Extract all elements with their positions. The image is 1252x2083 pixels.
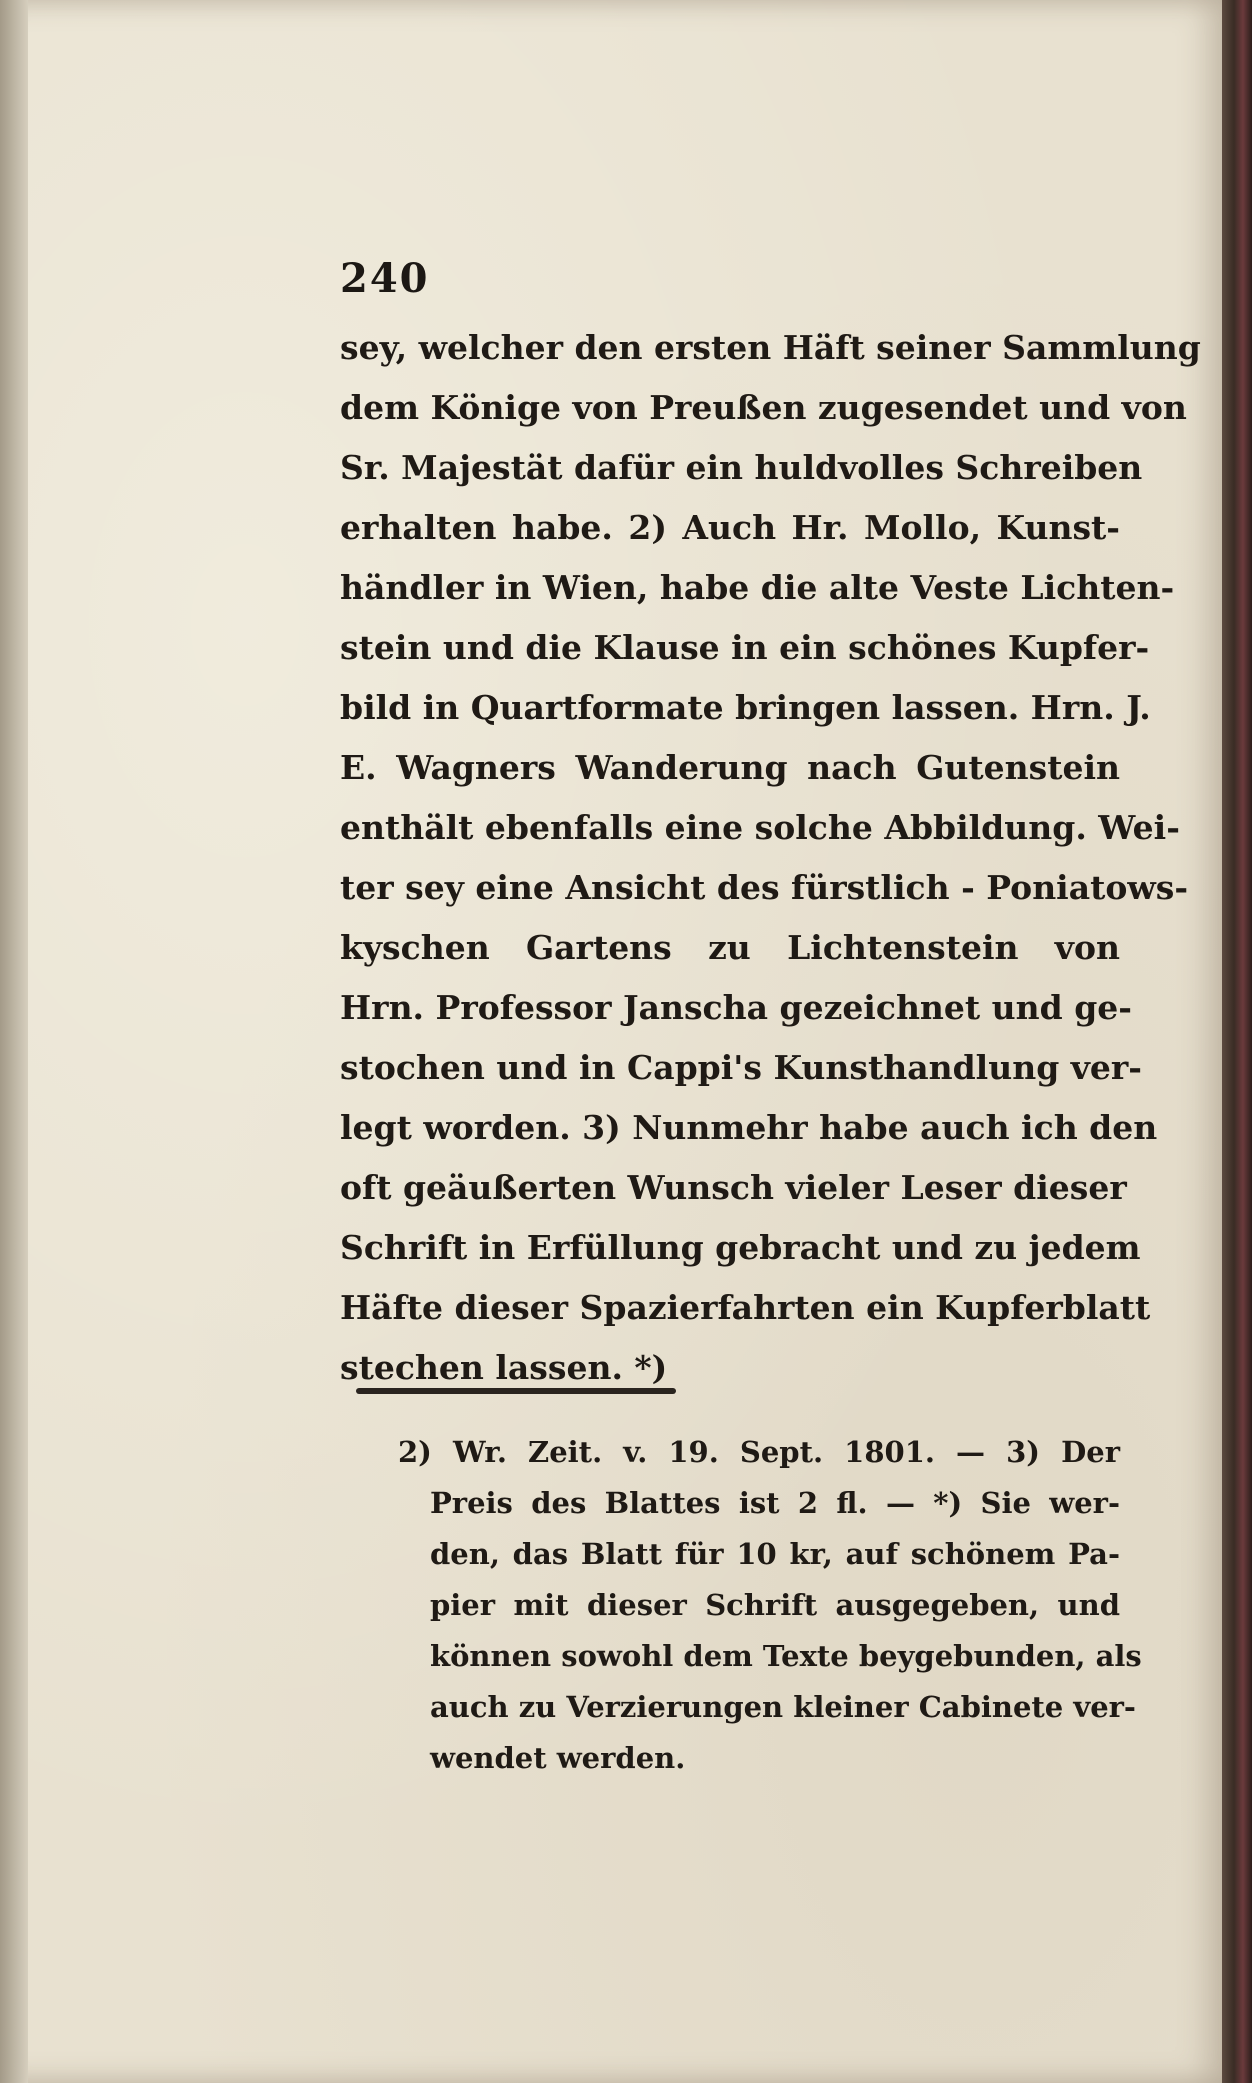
footnote-line: 2) Wr. Zeit. v. 19. Sept. 1801. — 3) Der bbox=[398, 1435, 1120, 1469]
text-line: E. Wagners Wanderung nach Gutenstein bbox=[340, 748, 1120, 787]
footnote-line: Preis des Blattes ist 2 fl. — *) Sie wer- bbox=[430, 1486, 1120, 1520]
footnote-line: wendet werden. bbox=[430, 1741, 686, 1775]
footnote-line: können sowohl dem Texte beygebunden, als bbox=[430, 1639, 1142, 1673]
text-line: bild in Quartformate bringen lassen. Hrn. J. bbox=[340, 688, 1151, 727]
text-line: stochen und in Cappi's Kunsthandlung ver- bbox=[340, 1048, 1143, 1087]
footnote-line: den, das Blatt für 10 kr, auf schönem Pa- bbox=[430, 1537, 1120, 1571]
page-gutter bbox=[0, 0, 28, 2083]
text-line: legt worden. 3) Nunmehr habe auch ich den bbox=[340, 1108, 1158, 1147]
text-line: stechen lassen. *) bbox=[340, 1348, 668, 1387]
main-text bbox=[340, 318, 1201, 1398]
text-line: stein und die Klause in ein schönes Kupfer- bbox=[340, 628, 1150, 667]
text-line: enthält ebenfalls eine solche Abbildung. Wei- bbox=[340, 808, 1180, 847]
page-number: 240 bbox=[340, 255, 430, 302]
text-line: Hrn. Professor Janscha gezeichnet und ge- bbox=[340, 988, 1132, 1027]
text-line: Häfte dieser Spazierfahrten ein Kupferblatt bbox=[340, 1288, 1151, 1327]
footnote-rule bbox=[356, 1388, 676, 1394]
footnotes bbox=[398, 1427, 1142, 1784]
text-line: oft geäußerten Wunsch vieler Leser dieser bbox=[340, 1168, 1127, 1207]
text-line: sey, welcher den ersten Häft seiner Sammlung bbox=[340, 328, 1201, 367]
text-line: kyschen Gartens zu Lichtenstein von bbox=[340, 928, 1120, 967]
text-line: händler in Wien, habe die alte Veste Lichten- bbox=[340, 568, 1175, 607]
text-line: Sr. Majestät dafür ein huldvolles Schreiben bbox=[340, 448, 1143, 487]
text-line: ter sey eine Ansicht des fürstlich - Poniatows- bbox=[340, 868, 1189, 907]
footnote-line: auch zu Verzierungen kleiner Cabinete ver- bbox=[430, 1690, 1136, 1724]
footnote-line: pier mit dieser Schrift ausgegeben, und bbox=[430, 1588, 1120, 1622]
text-line: Schrift in Erfüllung gebracht und zu jedem bbox=[340, 1228, 1141, 1267]
text-line: dem Könige von Preußen zugesendet und von bbox=[340, 388, 1187, 427]
book-edge bbox=[1222, 0, 1252, 2083]
text-line: erhalten habe. 2) Auch Hr. Mollo, Kunst- bbox=[340, 508, 1120, 547]
